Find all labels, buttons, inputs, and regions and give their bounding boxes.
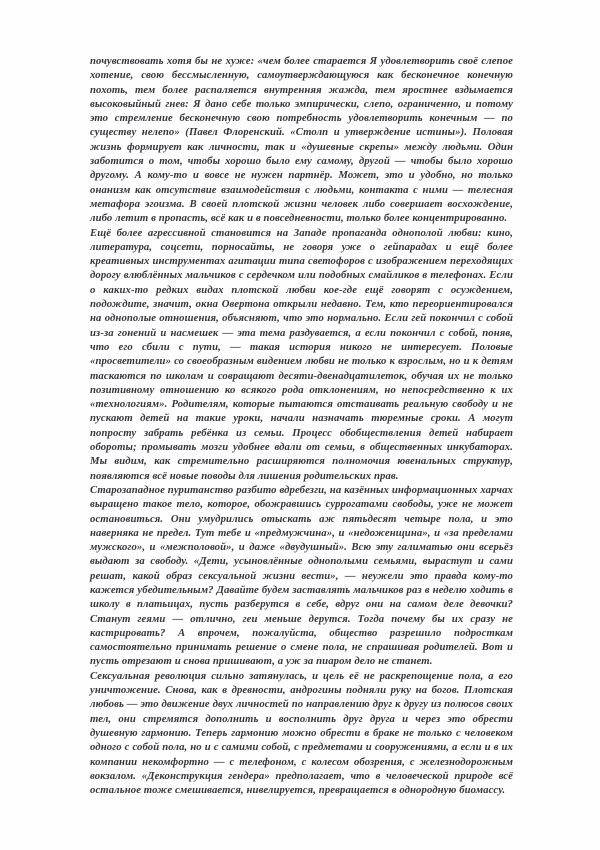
paragraph-1: почувствовать хотя бы не хуже: «чем более старается Я удовлетворить своё слепое хотение, свою бессмысленную, самоутверждающуюся как бесконечное конечную похоть, тем более распаляется внутренняя жажда, тем яростнее вздымается высоковыйный гнев: Я дано себе только эмпирически, слепо, ограниченно, и потому это стремление бесконечную свою потребность удовлетворить конечным — по существу нелепо» (Павел Флоренский. «Столп и утверждение истины»). Половая жизнь формирует как личности, так и «душевные скрепы» между людьми. Один заботится о том, чтобы хорошо было ему самому, другой — чтобы было хорошо другому. А кому-то и вовсе не нужен партнёр. Может, это и удобно, но только онанизм как отсутствие взаимодействия с людьми, контакта с ними — телесная метафора эгоизма. В своей плотской жизни человек либо совершает восхождение, либо летит в пропасть, всё как и в повседневности, только более концентрированно. [90, 55, 513, 225]
text-column [90, 54, 513, 797]
paragraph-2: Ещё более агрессивной становится на Западе пропаганда однополой любви: кино, литература, соцсети, порносайты, не говоря уже о гейпарадах и ещё более креативных инструментах агитации типа светофоров с изображением переходящих дорогу влюблённых мальчиков с сердечком или подобных смайликов в телефонах. Если о каких-то редких видах плотской любви кое-где ещё говорят с осуждением, подождите, значит, окна Овертона открыли недавно. Тем, кто переориентировался на однополые отношения, объясняют, что это нормально. Если гей покончил с собой из-за гонений и насмешек — эта тема раздувается, а если покончил с собой, поняв, что его сбили с пути, — такая история никого не интересует. Половые «просветители» со своеобразным видением любви не только к взрослым, но и к детям таскаются по школам и совращают десяти-двенадцатилеток, обучая их не только позитивному отношению ко всякого рода отклонениям, но непосредственно к их «технологиям». Родителям, которые пытаются отстаивать реальную свободу и не пускают детей на такие уроки, начали назначать тюремные сроки. А могут попросту забрать ребёнка из семьи. Процесс обобществления детей набирает обороты; промывать мозги удобнее вдали от семьи, в общественных инкубаторах. Мы видим, как стремительно расширяются полномочия ювенальных структур, появляются всё новые поводы для лишения родительских прав. [90, 226, 513, 482]
paragraph-3: Старозападное пуританство разбито вдребезги, на казённых информационных харчах выращено такое тело, которое, обожравшись суррогатами свободы, уже не может остановиться. Они умудрились отыскать аж пятьдесят четыре пола, и это наверняка не предел. Тут тебе и «предмужчина», и «недоженщина», и «за пределами мужского», и «межполовой», и даже «двудушный». Всю эту галиматью они всерьёз выдают за свободу. «Дети, усыновлённые однополыми семьями, вырастут и сами решат, какой образ сексуальной жизни вести», — неужели это правда кому-то кажется убедительным? Давайте будем заставлять мальчиков раз в неделю ходить в школу в платьицах, пусть разберутся в себе, вдруг они на самом деле девочки? Станут геями — отлично, геи меньше дерутся. Тогда почему бы их сразу не кастрировать? А впрочем, пожалуйста, общество разрешило подросткам самостоятельно принимать решение о смене пола, не спрашивая родителей. Вот и пусть отрезают и снова пришивают, а уж за пиаром дело не станет. [90, 483, 513, 668]
paragraph-4: Сексуальная революция сильно затянулась, и цель её не раскрепощение пола, а его уничтожение. Снова, как в древности, андрогины подняли руку на богов. Плотская любовь — это движение двух личностей по направлению друг к другу из полюсов своих тел, они стремятся дополнить и восполнить друг друга и через это обрести душевную гармонию. Теперь гармонию можно обрести в браке не только с человеком одного с собой пола, но и с самими собой, с предметами и сооружениями, а если и в их компании некомфортно — с телефоном, с колесом обозрения, с железнодорожным вокзалом. «Деконструкция гендера» предполагает, что в человеческой природе всё остальное тоже смешивается, нивелируется, превращается в однородную биомассу. [90, 669, 513, 797]
